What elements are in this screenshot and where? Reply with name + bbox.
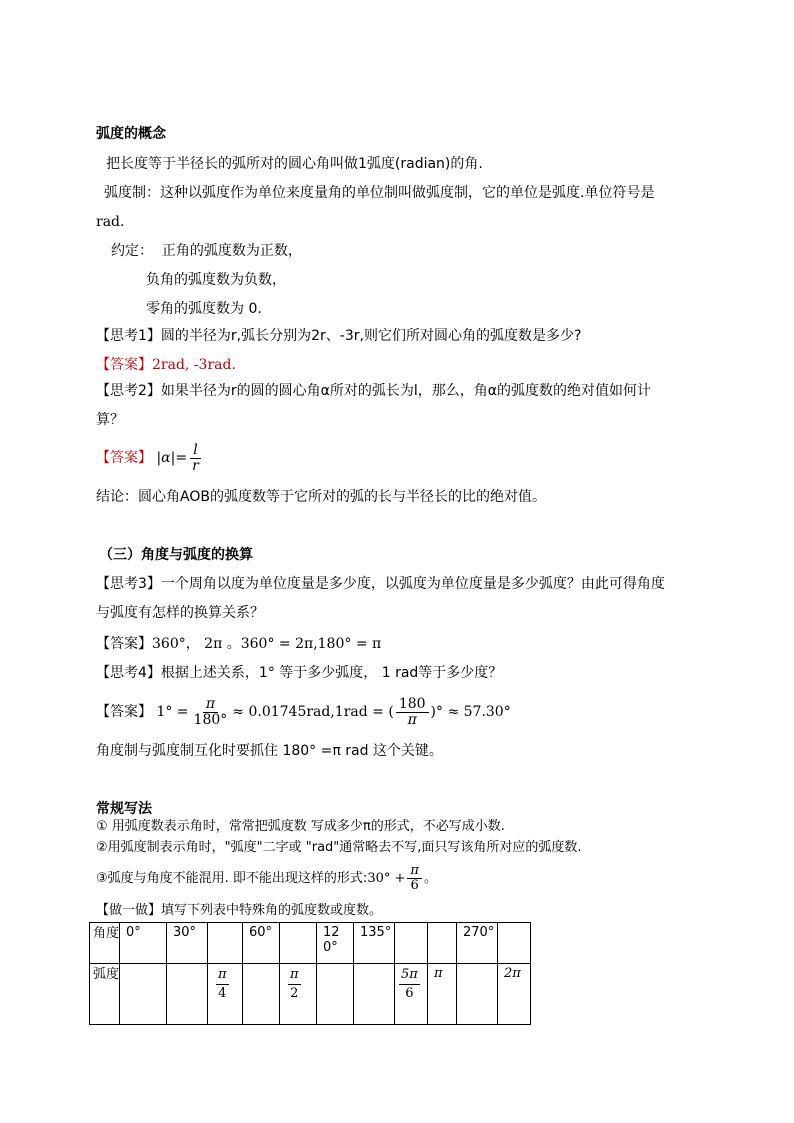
convention-row-1 <box>111 241 302 261</box>
table-cell <box>395 964 428 1025</box>
think-2-line2: 算？ <box>96 412 124 428</box>
answer-3-tag: 【答案】 <box>96 636 152 652</box>
table-cell <box>498 923 531 964</box>
think-3-line1 <box>96 574 665 594</box>
think-2-question: 如果半径为r的圆的圆心角α所对的弧长为l，那么，角α的弧度数的绝对值如何计 <box>160 383 652 399</box>
answer-4-f2-numerator: 180 <box>396 697 429 713</box>
think-4 <box>96 663 502 683</box>
table-cell: 60° <box>243 923 280 964</box>
answer-2-fraction <box>189 443 202 473</box>
table-cell <box>243 964 280 1025</box>
table-cell: 270° <box>457 923 498 964</box>
cell-numerator: 5π <box>399 966 420 985</box>
cell-fraction <box>216 966 229 1003</box>
answer-4-f2-denominator: π <box>407 711 417 728</box>
table-cell <box>428 923 457 964</box>
cell-numerator: π <box>216 966 229 985</box>
rule-3 <box>96 860 437 898</box>
rule-3-numerator: π <box>407 864 422 879</box>
rule-2: ②用弧度制表示角时，"弧度"二字或 "rad"通常略去不写,面只写该角所对应的弧度数. <box>96 840 582 855</box>
think-3-tag: 【思考3】 <box>96 576 161 592</box>
think-1-tag: 【思考1】 <box>96 328 161 344</box>
answer-1-tag: 【答案】 <box>96 357 152 373</box>
rule-3-denominator: 6 <box>410 878 419 893</box>
rule-3-expr: 30° + <box>367 871 406 886</box>
think-2-tag: 【思考2】 <box>96 383 161 399</box>
answer-2-tag: 【答案】 <box>96 450 152 466</box>
cell-fraction <box>399 966 420 1003</box>
rule-3-end: 。 <box>423 871 437 886</box>
table-cell <box>317 964 354 1025</box>
convention-negative: 负角的弧度数为负数， <box>146 272 286 288</box>
table-cell: 30° <box>167 923 208 964</box>
table-cell: π <box>428 964 457 1025</box>
convention-zero: 零角的弧度数为 0. <box>146 301 262 317</box>
think-3-line2: 与弧度有怎样的换算关系？ <box>96 605 264 621</box>
radian-definition: 把长度等于半径长的弧所对的圆心角叫做1弧度(radian)的角. <box>106 156 483 172</box>
think-4-tag: 【思考4】 <box>96 665 161 681</box>
answer-4-tag: 【答案】 <box>96 704 152 720</box>
answer-1-text: 2rad, -3rad. <box>152 357 236 373</box>
answer-4-fraction-2 <box>396 697 429 727</box>
key-point: 角度制与弧度制互化时要抓住 180° =π rad 这个关键。 <box>96 743 443 759</box>
section-title-radian-concept: 弧度的概念 <box>96 126 166 142</box>
rule-3-fraction <box>407 864 422 892</box>
section-title-conversion: （三）角度与弧度的换算 <box>99 547 253 563</box>
convention-label: 约定： <box>111 243 153 259</box>
table-cell <box>354 964 395 1025</box>
cell-denominator: 6 <box>405 986 414 1001</box>
table-cell: 120° <box>317 923 354 964</box>
answer-4-part1: 1° = <box>156 704 189 720</box>
table-cell <box>280 964 317 1025</box>
answer-4-f1-numerator: π <box>203 697 218 713</box>
table-cell <box>457 964 498 1025</box>
degree-row-header: 角度 <box>90 923 120 964</box>
table-cell <box>120 964 167 1025</box>
answer-3 <box>96 634 381 654</box>
radian-system-line2: rad. <box>96 214 125 230</box>
practice-tag: 【做一做】 <box>96 903 162 918</box>
cell-denominator: 2 <box>290 986 299 1001</box>
answer-4-f1-denominator: 180° <box>193 711 228 728</box>
think-4-question: 根据上述关系，1° 等于多少弧度， 1 rad等于多少度？ <box>160 665 503 681</box>
table-cell: 135° <box>354 923 395 964</box>
conclusion: 结论：圆心角AOB的弧度数等于它所对的弧的长与半径长的比的绝对值。 <box>96 489 546 505</box>
cell-numerator: π <box>288 966 301 985</box>
answer-2-numerator: l <box>190 443 200 459</box>
think-3-question: 一个周角以度为单位度量是多少度，以弧度为单位度量是多少弧度？由此可得角度 <box>160 576 665 592</box>
cell-denominator: 4 <box>218 986 227 1001</box>
radian-row <box>90 964 531 1025</box>
table-cell <box>208 923 243 964</box>
answer-2 <box>96 438 204 478</box>
table-cell <box>208 964 243 1025</box>
degree-row <box>90 923 531 964</box>
practice-text: 填写下列表中特殊角的弧度数或度数。 <box>161 903 383 918</box>
table-cell: 2π <box>498 964 531 1025</box>
think-1 <box>96 326 581 346</box>
radian-row-header: 弧度 <box>90 964 120 1025</box>
answer-2-denominator: r <box>192 457 199 474</box>
answer-4-fraction-1 <box>191 697 231 727</box>
table-cell: 0° <box>120 923 167 964</box>
rule-3-text: ③弧度与角度不能混用. 即不能出现这样的形式: <box>96 871 368 886</box>
conversion-table <box>89 922 531 1025</box>
table-cell <box>167 964 208 1025</box>
answer-4-part3: )° ≈ 57.30° <box>430 704 511 720</box>
practice-prompt <box>96 902 382 920</box>
answer-4-part2: ≈ 0.01745rad,1rad = ( <box>232 704 394 720</box>
think-1-question: 圆的半径为r,弧长分别为2r、-3r,则它们所对圆心角的弧度数是多少? <box>160 328 582 344</box>
table-cell <box>395 923 428 964</box>
answer-2-lhs: |α|= <box>156 450 188 466</box>
section-title-conventions: 常规写法 <box>96 801 152 817</box>
cell-fraction <box>288 966 301 1003</box>
answer-1 <box>96 355 236 375</box>
rule-1: ① 用弧度数表示角时，常常把弧度数 写成多少π的形式，不必写成小数. <box>96 819 505 834</box>
convention-positive: 正角的弧度数为正数， <box>161 243 302 259</box>
think-2-line1 <box>96 381 651 401</box>
answer-3-text: 360°， 2π 。360° = 2π,180° = π <box>152 636 382 652</box>
table-cell <box>280 923 317 964</box>
radian-system-line1: 弧度制：这种以弧度作为单位来度量角的单位制叫做弧度制，它的单位是弧度.单位符号是 <box>104 185 655 201</box>
answer-4 <box>96 690 511 734</box>
